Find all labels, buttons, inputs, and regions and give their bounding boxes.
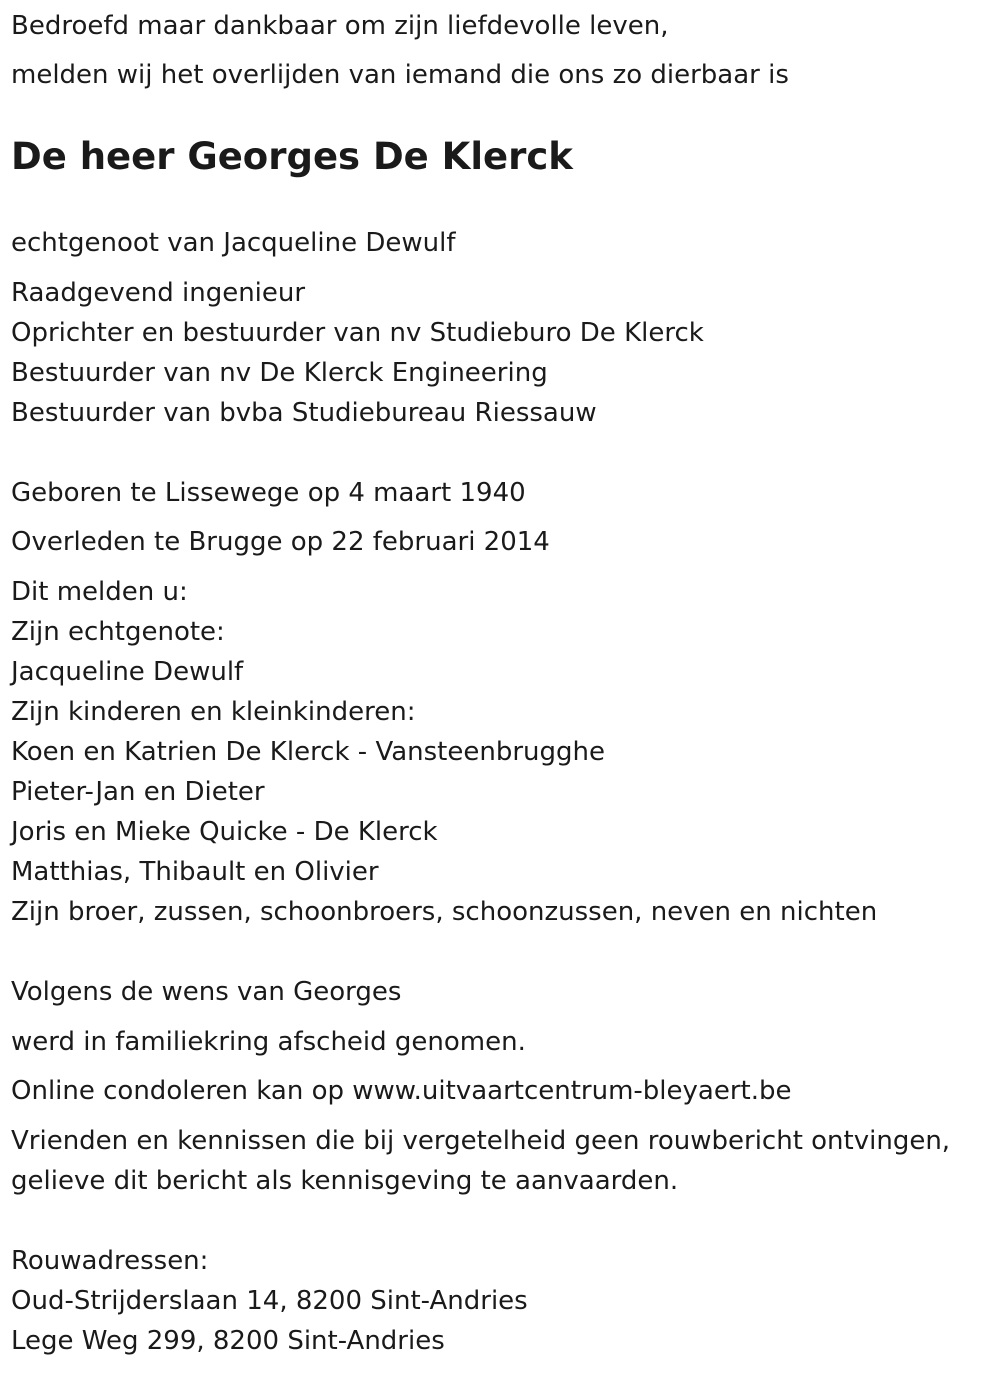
died-line: Overleden te Brugge op 22 februari 2014 xyxy=(11,527,550,557)
online-condolence: Online condoleren kan op www.uitvaartcentrum-bleyaert.be xyxy=(11,1076,792,1106)
role-line: Raadgevend ingenieur xyxy=(11,278,306,308)
family-line: Joris en Mieke Quicke - De Klerck xyxy=(11,817,438,847)
children-label: Zijn kinderen en kleinkinderen: xyxy=(11,697,416,727)
family-line: Matthias, Thibault en Olivier xyxy=(11,857,379,887)
family-line: Pieter-Jan en Dieter xyxy=(11,777,265,807)
friends-line-1: Vrienden en kennissen die bij vergetelheid geen rouwbericht ontvingen, xyxy=(11,1126,951,1156)
family-line: Koen en Katrien De Klerck - Vansteenbrugghe xyxy=(11,737,605,767)
deceased-name: De heer Georges De Klerck xyxy=(11,135,573,178)
family-line: Zijn broer, zussen, schoonbroers, schoonzussen, neven en nichten xyxy=(11,897,878,927)
spouse-line: echtgenoot van Jacqueline Dewulf xyxy=(11,228,456,258)
role-line: Bestuurder van bvba Studiebureau Riessauw xyxy=(11,398,597,428)
role-line: Bestuurder van nv De Klerck Engineering xyxy=(11,358,548,388)
addresses-label: Rouwadressen: xyxy=(11,1246,209,1276)
address-line: Lege Weg 299, 8200 Sint-Andries xyxy=(11,1326,445,1356)
notice-line-2: werd in familiekring afscheid genomen. xyxy=(11,1027,526,1057)
friends-line-2: gelieve dit bericht als kennisgeving te aanvaarden. xyxy=(11,1166,679,1196)
spouse-label: Zijn echtgenote: xyxy=(11,617,225,647)
spouse-name: Jacqueline Dewulf xyxy=(11,657,244,687)
family-intro: Dit melden u: xyxy=(11,577,188,607)
born-line: Geboren te Lissewege op 4 maart 1940 xyxy=(11,478,526,508)
address-line: Oud-Strijderslaan 14, 8200 Sint-Andries xyxy=(11,1286,528,1316)
intro-line-1: Bedroefd maar dankbaar om zijn liefdevolle leven, xyxy=(11,11,669,41)
role-line: Oprichter en bestuurder van nv Studieburo De Klerck xyxy=(11,318,704,348)
intro-line-2: melden wij het overlijden van iemand die ons zo dierbaar is xyxy=(11,60,789,90)
notice-line-1: Volgens de wens van Georges xyxy=(11,977,402,1007)
